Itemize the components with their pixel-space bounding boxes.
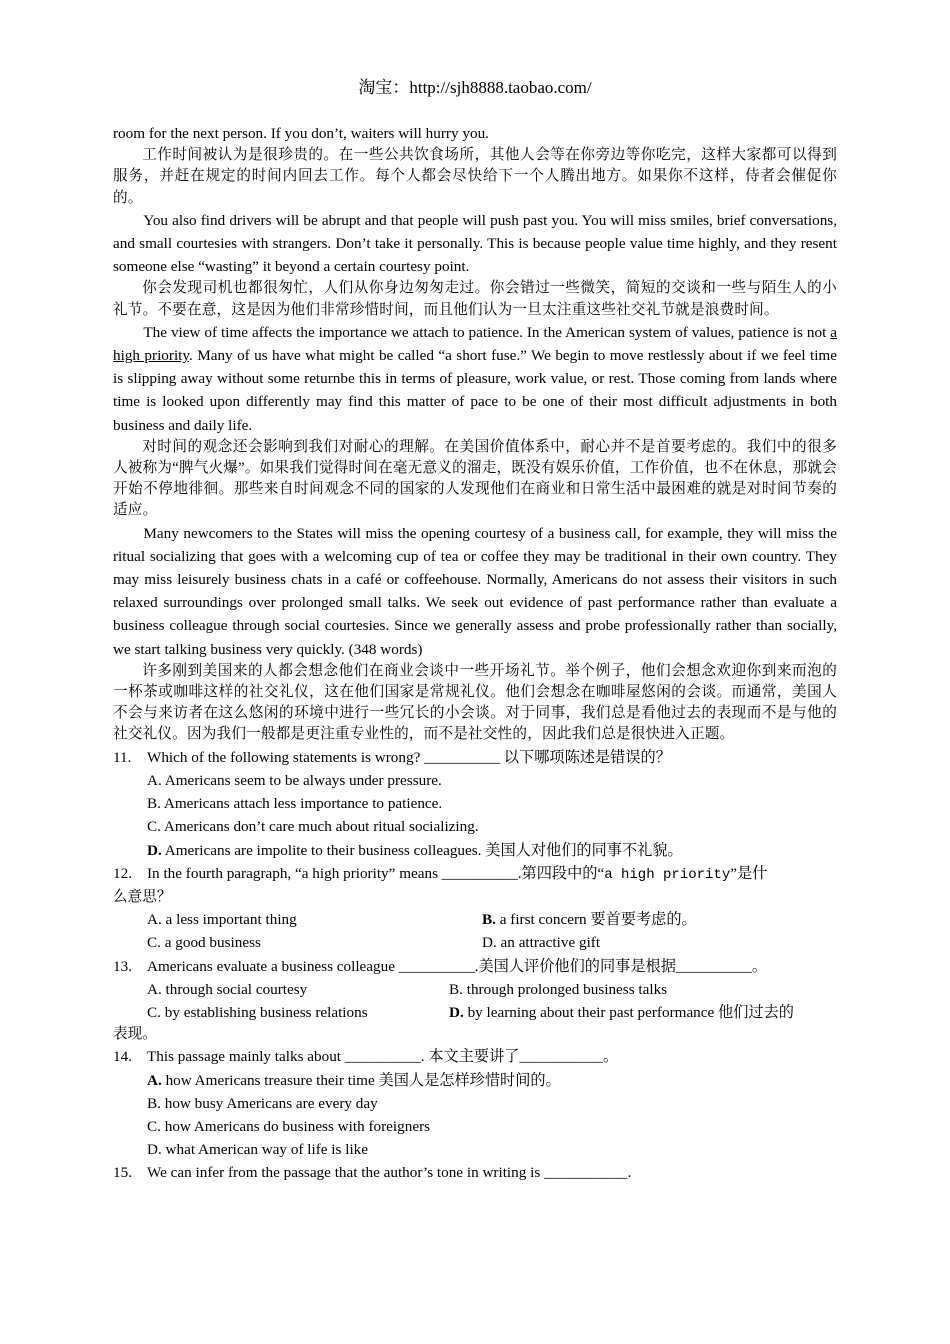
question-13-continuation: 表现。	[113, 1026, 157, 1043]
question-11	[113, 746, 837, 769]
question-text	[147, 862, 837, 887]
page-header: 淘宝：http://sjh8888.taobao.com/	[358, 78, 592, 97]
question-text: This passage mainly talks about __________. 本文主要讲了___________。	[147, 1048, 619, 1066]
option-d	[449, 1001, 794, 1024]
question-13	[113, 955, 837, 978]
option-c: C. by establishing business relations	[147, 1003, 368, 1021]
question-12	[113, 862, 837, 887]
option-c: C. how Americans do business with foreigners	[147, 1117, 431, 1135]
option-b-text: a first concern 要首要考虑的。	[495, 911, 697, 929]
option-d-text: by learning about their past performance 他们过去的	[463, 1003, 794, 1021]
paragraph-en-1: room for the next person. If you don’t, waiters will hurry you.	[113, 125, 489, 142]
question-14	[113, 1045, 837, 1068]
paragraph-zh-4: 许多刚到美国来的人都会想念他们在商业会谈中一些开场礼节。举个例子，他们会想念欢迎你到来而泡的一杯茶或咖啡这样的社交礼仪，这在他们国家是常规礼仪。他们会想念在咖啡屋悠闲的会谈。而通常，美国人不会与来访者在这么悠闲的环境中进行一些冗长的小会谈。对于同事，我们总是看他过去的表现而不是与他的社交礼仪。因为我们一般都是更注重专业性的，而不是社交性的，因此我们总是很快进入正题。	[113, 662, 837, 743]
option-d-text: Americans are impolite to their business colleagues. 美国人对他们的同事不礼貌。	[161, 841, 683, 859]
question-text: Which of the following statements is wrong? __________ 以下哪项陈述是错误的？	[147, 748, 671, 766]
question-number: 15.	[113, 1164, 132, 1182]
question-15	[113, 1161, 837, 1184]
option-b: B. Americans attach less importance to patience.	[147, 795, 443, 813]
option-d	[147, 839, 837, 862]
question-text: Americans evaluate a business colleague __________.美国人评价他们的同事是根据__________。	[147, 957, 768, 975]
question-number: 14.	[113, 1048, 132, 1066]
option-a: A. through social courtesy	[147, 980, 308, 998]
option-a: A. Americans seem to be always under pressure.	[147, 771, 442, 789]
question-text-part-b: ”是什	[730, 864, 768, 882]
paragraph-en-3-part-b: . Many of us have what might be called “a short fuse.” We begin to move restlessly about if we feel time is slipping away without some returnbe this in terms of pleasure, work value, or rest. Those coming from lands where time is looked upon differently may find this matter of pace to be one of their most difficult adjustments in both business and daily life.	[113, 347, 837, 434]
question-11-options	[113, 769, 837, 862]
paragraph-zh-3: 对时间的观念还会影响到我们对耐心的理解。在美国价值体系中，耐心并不是首要考虑的。我们中的很多人被称为“脾气火爆”。如果我们觉得时间在毫无意义的溜走，既没有娱乐价值，工作价值，也不在休息，那就会开始不停地徘徊。那些来自时间观念不同的国家的人发现他们在商业和日常生活中最困难的就是对时间节奏的适应。	[113, 438, 837, 519]
question-12-continuation: 么意思？	[113, 888, 172, 905]
document-body	[113, 122, 837, 1185]
answer-letter: B.	[482, 911, 496, 929]
question-text: We can infer from the passage that the author’s tone in writing is ___________.	[147, 1164, 632, 1182]
option-b: B. how busy Americans are every day	[147, 1094, 378, 1112]
paragraph-en-4: Many newcomers to the States will miss the opening courtesy of a business call, for example, they will miss the ritual socializing that goes with a welcoming cup of tea or coffee they may be traditional in their own country. They may miss leisurely business chats in a café or coffeehouse. Normally, Americans do not assess their visitors in such relaxed surroundings over prolonged small talks. We seek out evidence of past performance rather than evaluate a business colleague through social courtesies. Since we generally assess and probe professionally rather than socially, we start talking business very quickly. (348 words)	[113, 524, 837, 658]
question-12-options	[113, 908, 837, 954]
answer-letter: D.	[449, 1003, 464, 1021]
paragraph-en-3-part-a: The view of time affects the importance we attach to patience. In the American system of values, patience is not	[143, 323, 831, 341]
paragraph-zh-2: 你会发现司机也都很匆忙，人们从你身边匆匆走过。你会错过一些微笑，简短的交谈和一些与陌生人的小礼节。不要在意，这是因为他们非常珍惜时间，而且他们认为一旦太注重这些社交礼节就是浪费时间。	[113, 280, 837, 318]
answer-letter: D.	[147, 841, 162, 859]
question-number: 11.	[113, 748, 132, 766]
option-c: C. a good business	[147, 934, 261, 952]
question-number: 12.	[113, 864, 132, 882]
question-13-options	[113, 978, 837, 1024]
paragraph-en-3	[113, 321, 837, 437]
option-c: C. Americans don’t care much about ritual socializing.	[147, 818, 479, 836]
option-b	[482, 908, 697, 931]
option-a: A. a less important thing	[147, 911, 297, 929]
option-a-text: how Americans treasure their time 美国人是怎样珍惜时间的。	[161, 1071, 561, 1089]
question-text-mono: a high priority	[604, 866, 731, 883]
option-d: D. an attractive gift	[482, 934, 601, 952]
question-text-part-a: In the fourth paragraph, “a high priority” means __________.第四段中的“	[147, 864, 605, 882]
answer-letter: A.	[147, 1071, 162, 1089]
paragraph-en-2: You also find drivers will be abrupt and that people will push past you. You will miss smiles, brief conversations, and small courtesies with strangers. Don’t take it personally. This is because people value time highly, and they resent someone else “wasting” it beyond a certain courtesy point.	[113, 211, 837, 276]
question-14-options	[113, 1069, 837, 1162]
paragraph-zh-1: 工作时间被认为是很珍贵的。在一些公共饮食场所，其他人会等在你旁边等你吃完，这样大家都可以得到服务，并赶在规定的时间内回去工作。每个人都会尽快给下一个人腾出地方。如果你不这样，侍者会催促你的。	[113, 147, 837, 206]
option-b: B. through prolonged business talks	[449, 980, 668, 998]
underlined-phrase: a high priority	[113, 323, 837, 365]
question-number: 13.	[113, 957, 132, 975]
option-d: D. what American way of life is like	[147, 1141, 368, 1159]
option-a	[147, 1069, 837, 1092]
